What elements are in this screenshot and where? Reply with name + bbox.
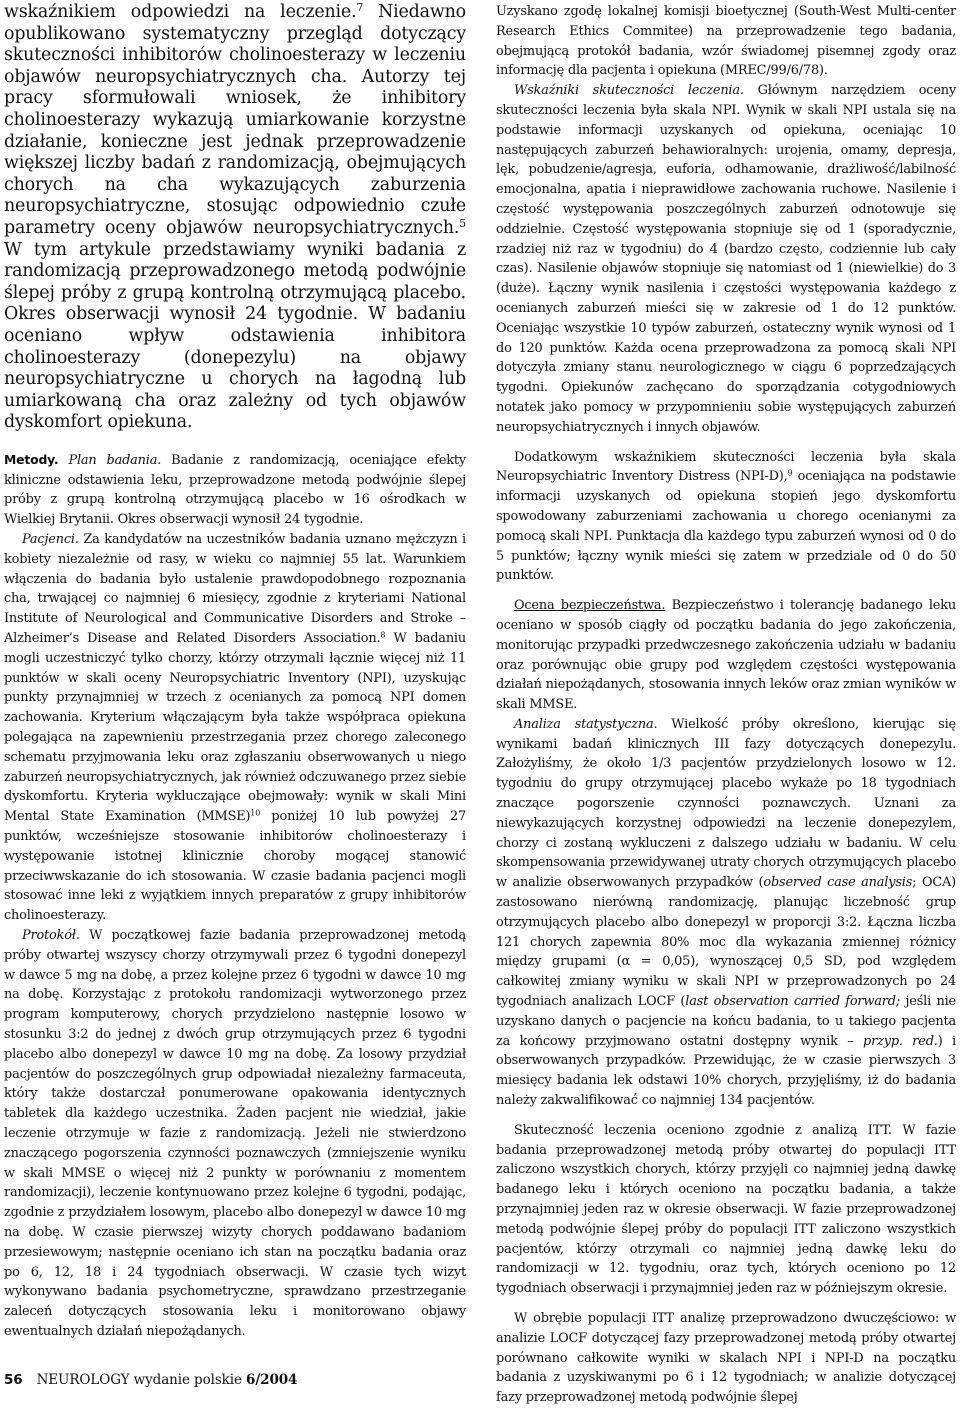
section-heading-methods: Metody.	[4, 451, 59, 467]
ethics-paragraph: Uzyskano zgodę lokalnej komisji bioetycznej (South-West Multi-center Research Ethics Commitee) na przeprowadzenie tego badania, obejmującą protokół badania, wzór świadomej pisemnej zgody oraz informację dla pacjenta i opiekuna (MREC/99/6/78).	[496, 4, 956, 79]
subsection-heading: Wskaźniki skuteczności leczenia.	[514, 83, 744, 99]
page-number: 56	[4, 1372, 23, 1388]
page-footer	[4, 1372, 297, 1388]
stats-text-4: ) i obserwowanych przypadków. Przewidując, że w czasie pierwszych 3 miesięcy badania lek odstawi 10% chorych, przyjęliśmy, iż do badania należy zakwalifikować co najmniej 134 pacjentów.	[496, 1033, 956, 1109]
stats-italic-note: przyp. red.	[863, 1033, 938, 1049]
subsection-heading: Plan badania.	[68, 452, 162, 468]
methods-text: Badanie z randomizacją, oceniające efekty kliniczne odstawienia leku, przeprowadzone metodą podwójnie ślepej próby z grupą kontrolną otrzymującą placebo w 16 ośrodkach w Wielkiej Brytanii. Okres obserwacji wynosił 24 tygodnie.	[4, 452, 467, 528]
lead-text-3: W tym artykule przedstawiamy wyniki badania z randomizacją przeprowadzonego metodą podwójnie ślepej próby z grupą kontrolną otrzymującą placebo. Okres obserwacji wynosił 24 tygodnie. W badaniu oceniano wpływ odstawienia inhibitora cholinoesterazy (donepezylu) na objawy neuropsychiatryczne u chorych na łagodną lub umiarkowaną cha oraz zależny od tych objawów dyskomfort opiekuna.	[4, 239, 466, 433]
citation-ref: 10	[250, 808, 261, 818]
citation-ref: 7	[356, 1, 364, 15]
stats-italic-term: observed case analysis	[763, 875, 913, 891]
journal-name: NEUROLOGY	[36, 1372, 130, 1388]
patients-text-3: poniżej 10 lub powyżej 27 punktów, wcześniejsze stosowanie inhibitorów cholinoesterazy i występowanie istotnej klinicznie choroby mogącej stanowić przeciwwskazanie do ich stosowania. W czasie badania pacjenci mogli stosować inne leki z wyjątkiem innych preparatów z grupy inhibitorów cholinoesterazy.	[4, 809, 466, 924]
citation-ref: 9	[787, 468, 793, 478]
npid-paragraph	[496, 448, 956, 587]
citation-ref: 5	[459, 217, 466, 231]
journal-edition: wydanie polskie	[133, 1372, 242, 1388]
patients-text-2: W badaniu mogli uczestniczyć tylko chorzy, którzy otrzymali łącznie więcej niż 11 punktów w skali oceny Neuropsychiatric Inventory (NPI), uzyskując punkty przynajmniej w trzech z ocenianych za pomocą NPI domen zachowania. Kryterium włączającym była także współpraca opiekuna polegająca na zapewnieniu przestrzegania przez chorego zaleconego schematu przyjmowania leku oraz zgłaszaniu obserwowanych u niego zaburzeń neuropsychiatrycznych, jak również odczuwanego przez siebie dyskomfortu. Kryteria wykluczające obejmowały: wynik w skali Mini Mental State Examination (MMSE)	[4, 631, 467, 825]
stats-text-1: Wielkość próby określono, kierując się wynikami badań klinicznych III fazy dotyczących donepezylu. Założyliśmy, że około 1/3 pacjentów przydzielonych losowo w 12. tygodniu do grupy otrzymującej placebo wykaże po 18 tygodniach znaczące pogorszenie czynności poznawczych. Uznani za niewykazujących korzystnej odpowiedzi na leczenie donepezylem, chorzy ci zostaną wykluczeni z dalszego udziału w badaniu. W celu skompensowania przewidywanej utraty chorych otrzymujących placebo w analizie obserwowanych przypadków (	[496, 716, 956, 891]
lead-text-1: wskaźnikiem odpowiedzi na leczenie.	[4, 2, 357, 22]
itt-paragraph-2: W obrębie populacji ITT analizę przeprowadzono dwuczęściowo: w analizie LOCF dotyczącej fazy przeprowadzonej metodą próby otwartej porównano całkowite wyniki w skalach NPI i NPI-D na początku badania z uzyskiwanymi po 6 i 12 tygodniach; w analizie dotyczącej fazy przeprowadzonej metodą podwójnie ślepej	[496, 1311, 956, 1406]
protocol-paragraph	[4, 926, 466, 1342]
subsection-heading: Ocena bezpieczeństwa.	[514, 598, 666, 614]
journal-issue: 6/2004	[246, 1372, 298, 1388]
patients-paragraph	[4, 530, 466, 926]
citation-ref: 8	[380, 630, 386, 640]
subsection-heading: Analiza statystyczna.	[514, 716, 658, 732]
stats-text-3: jeśli nie uzyskano danych o pacjencie na końcu badania, to u takiego pacjenta za końcowy przyjmowano ostatni dostępny wynik –	[496, 994, 956, 1049]
patients-text-1: Za kandydatów na uczestników badania uznano mężczyzn i kobiety niezależnie od rasy, w wieku co najmniej 55 lat. Warunkiem włączenia do badania było ustalenie prawdopodobnego rozpoznania cha, trwającej co najmniej 6 miesięcy, zgodnie z kryteriami National Institute of Neurological and Communicative Disorders and Stroke – Alzheimer’s Disease and Related Disorders Association.	[4, 532, 466, 647]
protocol-text: W początkowej fazie badania przeprowadzonej metodą próby otwartej wszyscy chorzy otrzymywali przez 6 tygodni donepezyl w dawce 5 mg na dobę, a przez kolejne przez 6 tygodni w dawce 10 mg na dobę. Korzystając z protokołu randomizacji wytworzonego przez program komputerowy, chorych przydzielono następnie losowo w stosunku 3:2 do jednej z dwóch grup otrzymujących przez 6 tygodni placebo albo donepezyl w dawce 10 mg na dobę. Za losowy przydział pacjentów do poszczególnych grup odpowiadał niezależny farmaceuta, który także dostarczał ponumerowane opakowania identycznych tabletek dla każdego uczestnika. Żaden pacjent nie wiedział, jakie leczenie otrzymuje w fazie z randomizacją. Jeżeli nie stwierdzono znaczącego pogorszenia czynności poznawczych (zmniejszenie wyniku w skali MMSE o więcej niż 2 punkty w porównaniu z momentem randomizacji), leczenie kontynuowano przez kolejne 6 tygodni, podając, zgodnie z przydziałem losowym, placebo albo donepezyl w dawce 10 mg na dobę. W czasie pierwszej wizyty chorych poddawano badaniom przesiewowym; następnie oceniano ich stan na początku badania oraz po 6, 12, 18 i 24 tygodniach obserwacji. W czasie tych wizyt wykonywano badania psychometryczne, sprawdzano przestrzeganie zaleceń dotyczących stosowania leku i monitorowano objawy ewentualnych działań niepożądanych.	[4, 928, 466, 1339]
stats-text-2: ; OCA) zastosowano nierówną randomizację, planując liczebność grup otrzymujących placebo albo donepezyl w proporcji 3:2. Łączna liczba 121 chorych zapewnia 80% moc dla wykazania zmiennej różnicy między grupami (α = 0,05), wynoszącej 0,5 SD, pod względem całkowitej zmiany wyniku w skali NPI w przeprowadzonych po 24 tygodniach analizach LOCF (	[496, 875, 956, 1010]
safety-text: Bezpieczeństwo i tolerancję badanego leku oceniano w sposób ciągły od początku badania do jego zakończenia, monitorując przypadki przedwczesnego zakończenia udziału w badaniu oraz porównując obie grupy pod względem częstości występowania działań niepożądanych, stosowania innych leków oraz zmian wyników w skali MMSE.	[496, 598, 956, 713]
right-column	[496, 2, 956, 1408]
subsection-heading: Pacjenci.	[22, 532, 79, 548]
npid-text-1: Dodatkowym wskaźnikiem skuteczności leczenia była skala Neuropsychiatric Inventory Distress (NPI-D),	[496, 449, 956, 485]
npid-text-2: oceniająca na podstawie informacji uzyskanych od opiekuna stopień jego dyskomfortu spowodowany zaburzeniami zachowania u chorego ocenianymi za pomocą skali NPI. Punktacja dla każdego typu zaburzeń wynosi od 0 do 5 punktów; łączny wynik mieści się zatem w przedziale od 0 do 50 punktów.	[496, 469, 956, 584]
stats-italic-term: last observation carried forward;	[685, 994, 900, 1010]
itt-paragraph-1: Skuteczność leczenia oceniono zgodnie z analizą ITT. W fazie badania przeprowadzonej metodą próby otwartej do populacji ITT zaliczono wszystkich chorych, którzy przyjęli co najmniej jedną dawkę badanego leku i których oceniono na początku badania, a także przynajmniej jeden raz w okresie obserwacji. W fazie przeprowadzonej metodą podwójnie ślepej próby do populacji ITT zaliczono wszystkich pacjentów, którzy otrzymali co najmniej jedną dawkę leku do randomizacji w 12. tygodniu, oraz tych, których oceniono po 12 tygodniach obserwacji i przynajmniej jeden raz w późniejszym okresie.	[496, 1122, 956, 1297]
efficacy-paragraph	[496, 81, 956, 437]
stats-paragraph	[496, 715, 956, 1111]
lead-text-2: Niedawno opublikowano systematyczny przegląd dotyczący skuteczności inhibitorów cholinoesterazy w leczeniu objawów neuropsychiatrycznych cha. Autorzy tej pracy sformułowali wniosek, że inhibitory cholinoesterazy wykazują umiarkowanie korzystne działanie, konieczne jest jednak przeprowadzenie większej liczby badań z randomizacją, obejmujących chorych na cha wykazujących zaburzenia neuropsychiatryczne, stosując odpowiednio czułe parametry oceny objawów neuropsychiatrycznych.	[4, 2, 466, 238]
left-column	[4, 2, 466, 1342]
efficacy-text: Głównym narzędziem oceny skuteczności leczenia była skala NPI. Wynik w skali NPI ustala się na podstawie informacji uzyskanych od opiekuna, oceniając 10 następujących zaburzeń behawioralnych: urojenia, omamy, depresja, lęk, pobudzenie/agresja, euforia, odhamowanie, drażliwość/labilność emocjonalna, apatia i nieprawidłowe zachowania ruchowe. Nasilenie i częstość występowania poszczególnych zaburzeń odnotowuje się oddzielnie. Częstość występowania stopniuje się od 1 (sporadycznie, rzadziej niż raz w tygodniu) do 4 (bardzo często, codziennie lub cały czas). Nasilenie objawów stopniuje się natomiast od 1 (niewielkie) do 3 (duże). Łączny wynik nasilenia i częstości występowania każdego z ocenianych zaburzeń mieści się w zakresie od 1 do 12 punktów. Oceniając wszystkie 10 typów zaburzeń, ostateczny wynik wynosi od 1 do 120 punktów. Każda ocena przeprowadzona za pomocą skali NPI dotyczyła zmiany stanu neurologicznego w ciągu 6 poprzedzających tygodni. Opiekunów zachęcano do sporządzania cotygodniowych notatek jako pomocy w przypomnieniu sobie występujących zaburzeń neuropsychiatrycznych i innych objawów.	[496, 83, 956, 435]
lead-paragraph	[4, 2, 466, 434]
safety-paragraph	[496, 596, 956, 715]
methods-paragraph	[4, 450, 466, 530]
subsection-heading: Protokół.	[22, 928, 80, 943]
